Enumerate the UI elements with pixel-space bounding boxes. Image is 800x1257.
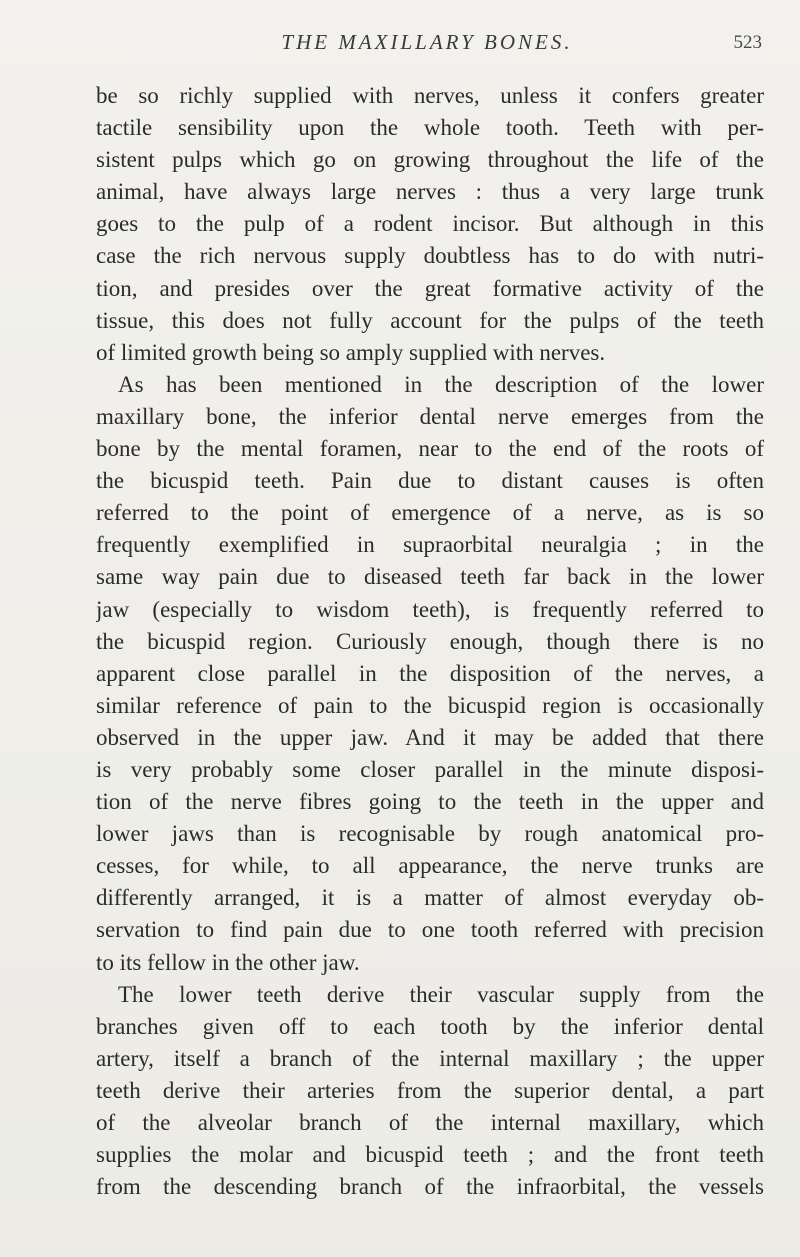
text-line: The lower teeth derive their vascular supply from the bbox=[118, 981, 764, 1007]
text-line: bone by the mental foramen, near to the end of the roots of bbox=[96, 436, 764, 462]
text-line: of the alveolar branch of the internal maxillary, which bbox=[96, 1110, 764, 1135]
text-line: observed in the upper jaw. And it may be added that there bbox=[96, 724, 764, 750]
body-text bbox=[96, 80, 764, 1203]
text-line: case the rich nervous supply doubtless has to do with nutri- bbox=[96, 243, 764, 269]
page-number: 523 bbox=[733, 32, 762, 53]
text-line: tion of the nerve fibres going to the teeth in the upper and bbox=[96, 789, 764, 815]
text-line: the bicuspid region. Curiously enough, though there is no bbox=[96, 628, 764, 654]
text-line: is very probably some closer parallel in the minute disposi- bbox=[96, 756, 764, 782]
running-title: THE MAXILLARY BONES. bbox=[281, 30, 573, 54]
text-line: similar reference of pain to the bicuspid region is occasionally bbox=[96, 692, 764, 718]
text-line: servation to find pain due to one tooth referred with precision bbox=[96, 917, 764, 943]
text-line: tion, and presides over the great formative activity of the bbox=[96, 275, 764, 301]
text-line: sistent pulps which go on growing throughout the life of the bbox=[96, 147, 764, 173]
text-line: supplies the molar and bicuspid teeth ; and the front teeth bbox=[96, 1142, 764, 1168]
text-line: lower jaws than is recognisable by rough anatomical pro- bbox=[96, 821, 764, 847]
text-line: differently arranged, it is a matter of almost everyday ob- bbox=[96, 885, 764, 911]
text-line: branches given off to each tooth by the inferior dental bbox=[96, 1013, 764, 1039]
text-line: As has been mentioned in the description of the lower bbox=[118, 371, 764, 397]
text-line: cesses, for while, to all appearance, the nerve trunks are bbox=[96, 853, 764, 879]
running-head bbox=[96, 30, 762, 62]
text-line: maxillary bone, the inferior dental nerve emerges from the bbox=[96, 403, 764, 429]
text-line: from the descending branch of the infraorbital, the vessels bbox=[96, 1174, 764, 1200]
text-line: the bicuspid teeth. Pain due to distant causes is often bbox=[96, 468, 764, 494]
text-line: jaw (especially to wisdom teeth), is frequently referred to bbox=[96, 596, 764, 622]
text-line: referred to the point of emergence of a nerve, as is so bbox=[96, 500, 764, 526]
text-line: teeth derive their arteries from the superior dental, a part bbox=[96, 1077, 764, 1103]
text-line: tactile sensibility upon the whole tooth. Teeth with per- bbox=[96, 115, 764, 141]
text-line: goes to the pulp of a rodent incisor. But although in this bbox=[96, 211, 764, 237]
text-line: animal, have always large nerves : thus a very large trunk bbox=[96, 179, 764, 205]
text-line: frequently exemplified in supraorbital neuralgia ; in the bbox=[96, 532, 764, 558]
text-line: apparent close parallel in the disposition of the nerves, a bbox=[96, 660, 764, 686]
text-line: to its fellow in the other jaw. bbox=[96, 949, 360, 975]
text-line: tissue, this does not fully account for the pulps of the teeth bbox=[96, 307, 764, 333]
text-line: artery, itself a branch of the internal maxillary ; the upper bbox=[96, 1045, 764, 1071]
text-line: be so richly supplied with nerves, unless it confers greater bbox=[96, 83, 764, 108]
text-line: of limited growth being so amply supplied with nerves. bbox=[96, 339, 606, 365]
text-line: same way pain due to diseased teeth far back in the lower bbox=[96, 564, 764, 590]
